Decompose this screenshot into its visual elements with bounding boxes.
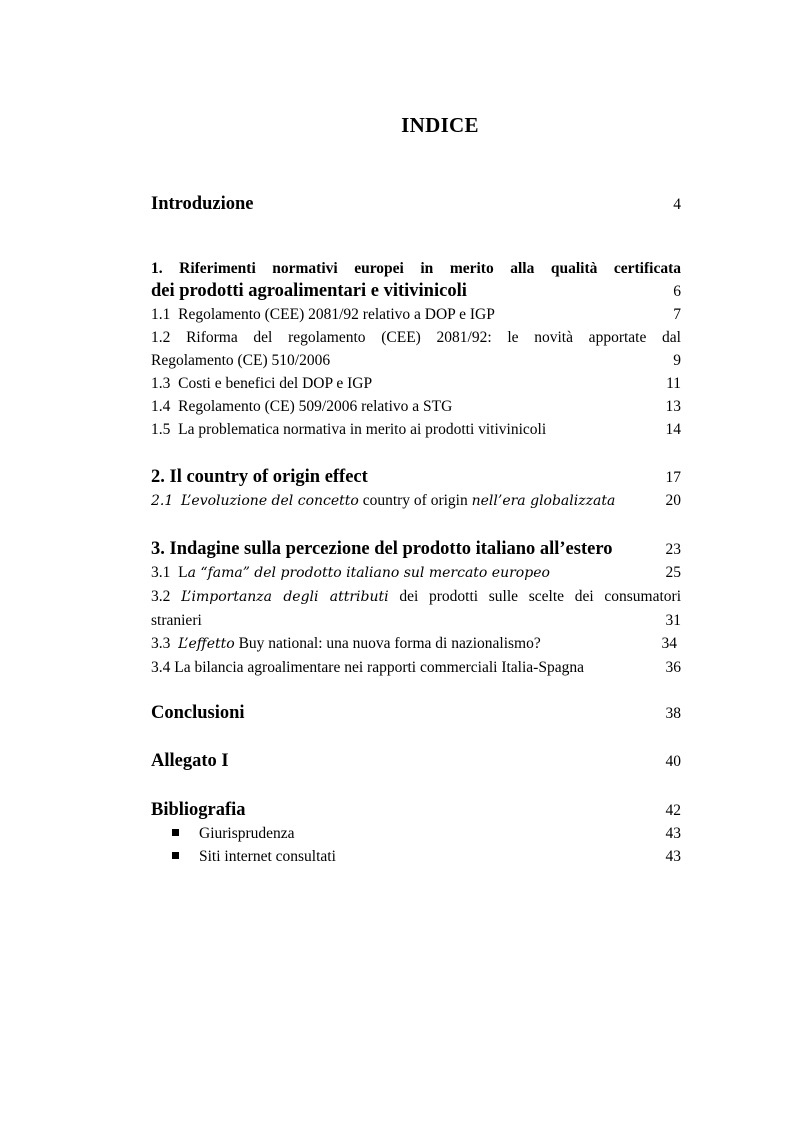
entry-page: 9 bbox=[673, 352, 681, 369]
entry-page: 14 bbox=[665, 421, 681, 438]
page-title: INDICE bbox=[401, 113, 479, 137]
entry-label-plain: country of origin bbox=[362, 492, 468, 509]
entry-number: 3.2 bbox=[151, 588, 171, 605]
bullet-icon bbox=[172, 829, 179, 836]
toc-entry-1-4 bbox=[151, 395, 681, 418]
entry-number: 1.5 bbox=[151, 421, 171, 438]
chapter-1-title-line2: dei prodotti agroalimentari e vitivinicoli bbox=[151, 281, 467, 301]
entry-page: 7 bbox=[673, 306, 681, 323]
chapter-3-title: 3. Indagine sulla percezione del prodotto italiano all’estero bbox=[151, 539, 613, 559]
entry-page: 13 bbox=[665, 398, 681, 415]
entry-page: 11 bbox=[666, 375, 681, 392]
entry-number: 3.3 bbox=[151, 635, 171, 652]
entry-label: Allegato I bbox=[151, 751, 229, 771]
entry-label: La problematica normativa in merito ai prodotti vitivinicoli bbox=[178, 421, 547, 438]
bibliography-subitem bbox=[151, 845, 681, 868]
entry-label: Siti internet consultati bbox=[199, 848, 336, 865]
entry-page: 43 bbox=[665, 848, 681, 865]
toc-chapter-1 bbox=[151, 257, 681, 441]
toc-entry-3-1 bbox=[151, 561, 681, 585]
entry-page: 42 bbox=[665, 802, 681, 819]
entry-page: 4 bbox=[673, 196, 681, 213]
entry-label: Costi e benefici del DOP e IGP bbox=[178, 375, 373, 392]
entry-label: Regolamento (CE) 509/2006 relativo a STG bbox=[178, 398, 453, 415]
entry-label-italic: L’importanza degli attributi bbox=[181, 589, 389, 605]
toc-entry-3-2 bbox=[151, 609, 681, 632]
chapter-1-title-line1: 1. Riferimenti normativi europei in merito alla qualità certificata bbox=[151, 260, 681, 277]
toc-entry-1-1 bbox=[151, 303, 681, 326]
toc-entry-1-2 bbox=[151, 349, 681, 372]
entry-label: Regolamento (CE) 510/2006 bbox=[151, 352, 331, 369]
entry-label: Regolamento (CEE) 2081/92 relativo a DOP e IGP bbox=[178, 306, 495, 323]
toc-entry-allegato bbox=[151, 750, 681, 773]
entry-number: 1.1 bbox=[151, 306, 171, 323]
toc-entry-1-3 bbox=[151, 372, 681, 395]
entry-label: Introduzione bbox=[151, 194, 254, 214]
bullet-icon bbox=[172, 852, 179, 859]
toc-chapter-3 bbox=[151, 538, 681, 679]
entry-label-italic-2: nell’era globalizzata bbox=[471, 493, 616, 509]
entry-label: Conclusioni bbox=[151, 703, 245, 723]
entry-page: 36 bbox=[665, 659, 681, 676]
entry-label-italic: L’evoluzione del concetto bbox=[181, 493, 359, 509]
chapter-3-page: 23 bbox=[665, 541, 681, 558]
chapter-1-page: 6 bbox=[673, 283, 681, 300]
entry-page: 25 bbox=[665, 564, 681, 581]
entry-label-plain: L bbox=[178, 564, 188, 581]
toc-entry-3-3 bbox=[151, 632, 681, 656]
toc-entry-conclusioni bbox=[151, 702, 681, 725]
bibliography-subitem bbox=[151, 822, 681, 845]
toc-entry-1-2-line1: 1.2 Riforma del regolamento (CEE) 2081/92: le novità apportate dal bbox=[151, 329, 681, 346]
entry-label: 3.4 La bilancia agroalimentare nei rapporti commerciali Italia-Spagna bbox=[151, 659, 584, 676]
toc-entry-introduzione bbox=[151, 193, 681, 216]
entry-number: 3.1 bbox=[151, 564, 171, 581]
entry-label: Bibliografia bbox=[151, 800, 246, 820]
entry-page: 31 bbox=[665, 612, 681, 629]
entry-page: 40 bbox=[665, 753, 681, 770]
entry-page: 43 bbox=[665, 825, 681, 842]
toc-entry-3-2-line1 bbox=[151, 585, 681, 609]
entry-label: stranieri bbox=[151, 612, 202, 629]
entry-label-plain: dei prodotti sulle scelte dei consumatori bbox=[399, 588, 682, 605]
entry-page: 20 bbox=[665, 492, 681, 509]
toc-entry-bibliografia bbox=[151, 799, 681, 868]
entry-number: 1.3 bbox=[151, 375, 171, 392]
entry-label: Giurisprudenza bbox=[199, 825, 295, 842]
entry-number: 2.1 bbox=[151, 493, 174, 509]
chapter-2-title: 2. Il country of origin effect bbox=[151, 467, 368, 487]
toc-chapter-2 bbox=[151, 466, 681, 513]
entry-label-italic: a “fama” del prodotto italiano sul mercato europeo bbox=[187, 565, 550, 581]
entry-page: 34 bbox=[661, 635, 677, 652]
entry-label-italic: L’effetto bbox=[178, 636, 235, 652]
toc-entry-3-4 bbox=[151, 656, 681, 679]
entry-number: 1.4 bbox=[151, 398, 171, 415]
entry-label-plain: Buy national: una nuova forma di nazionalismo? bbox=[238, 635, 541, 652]
entry-page: 38 bbox=[665, 705, 681, 722]
chapter-2-page: 17 bbox=[665, 469, 681, 486]
toc-entry-2-1 bbox=[151, 489, 681, 513]
toc-entry-1-5 bbox=[151, 418, 681, 441]
